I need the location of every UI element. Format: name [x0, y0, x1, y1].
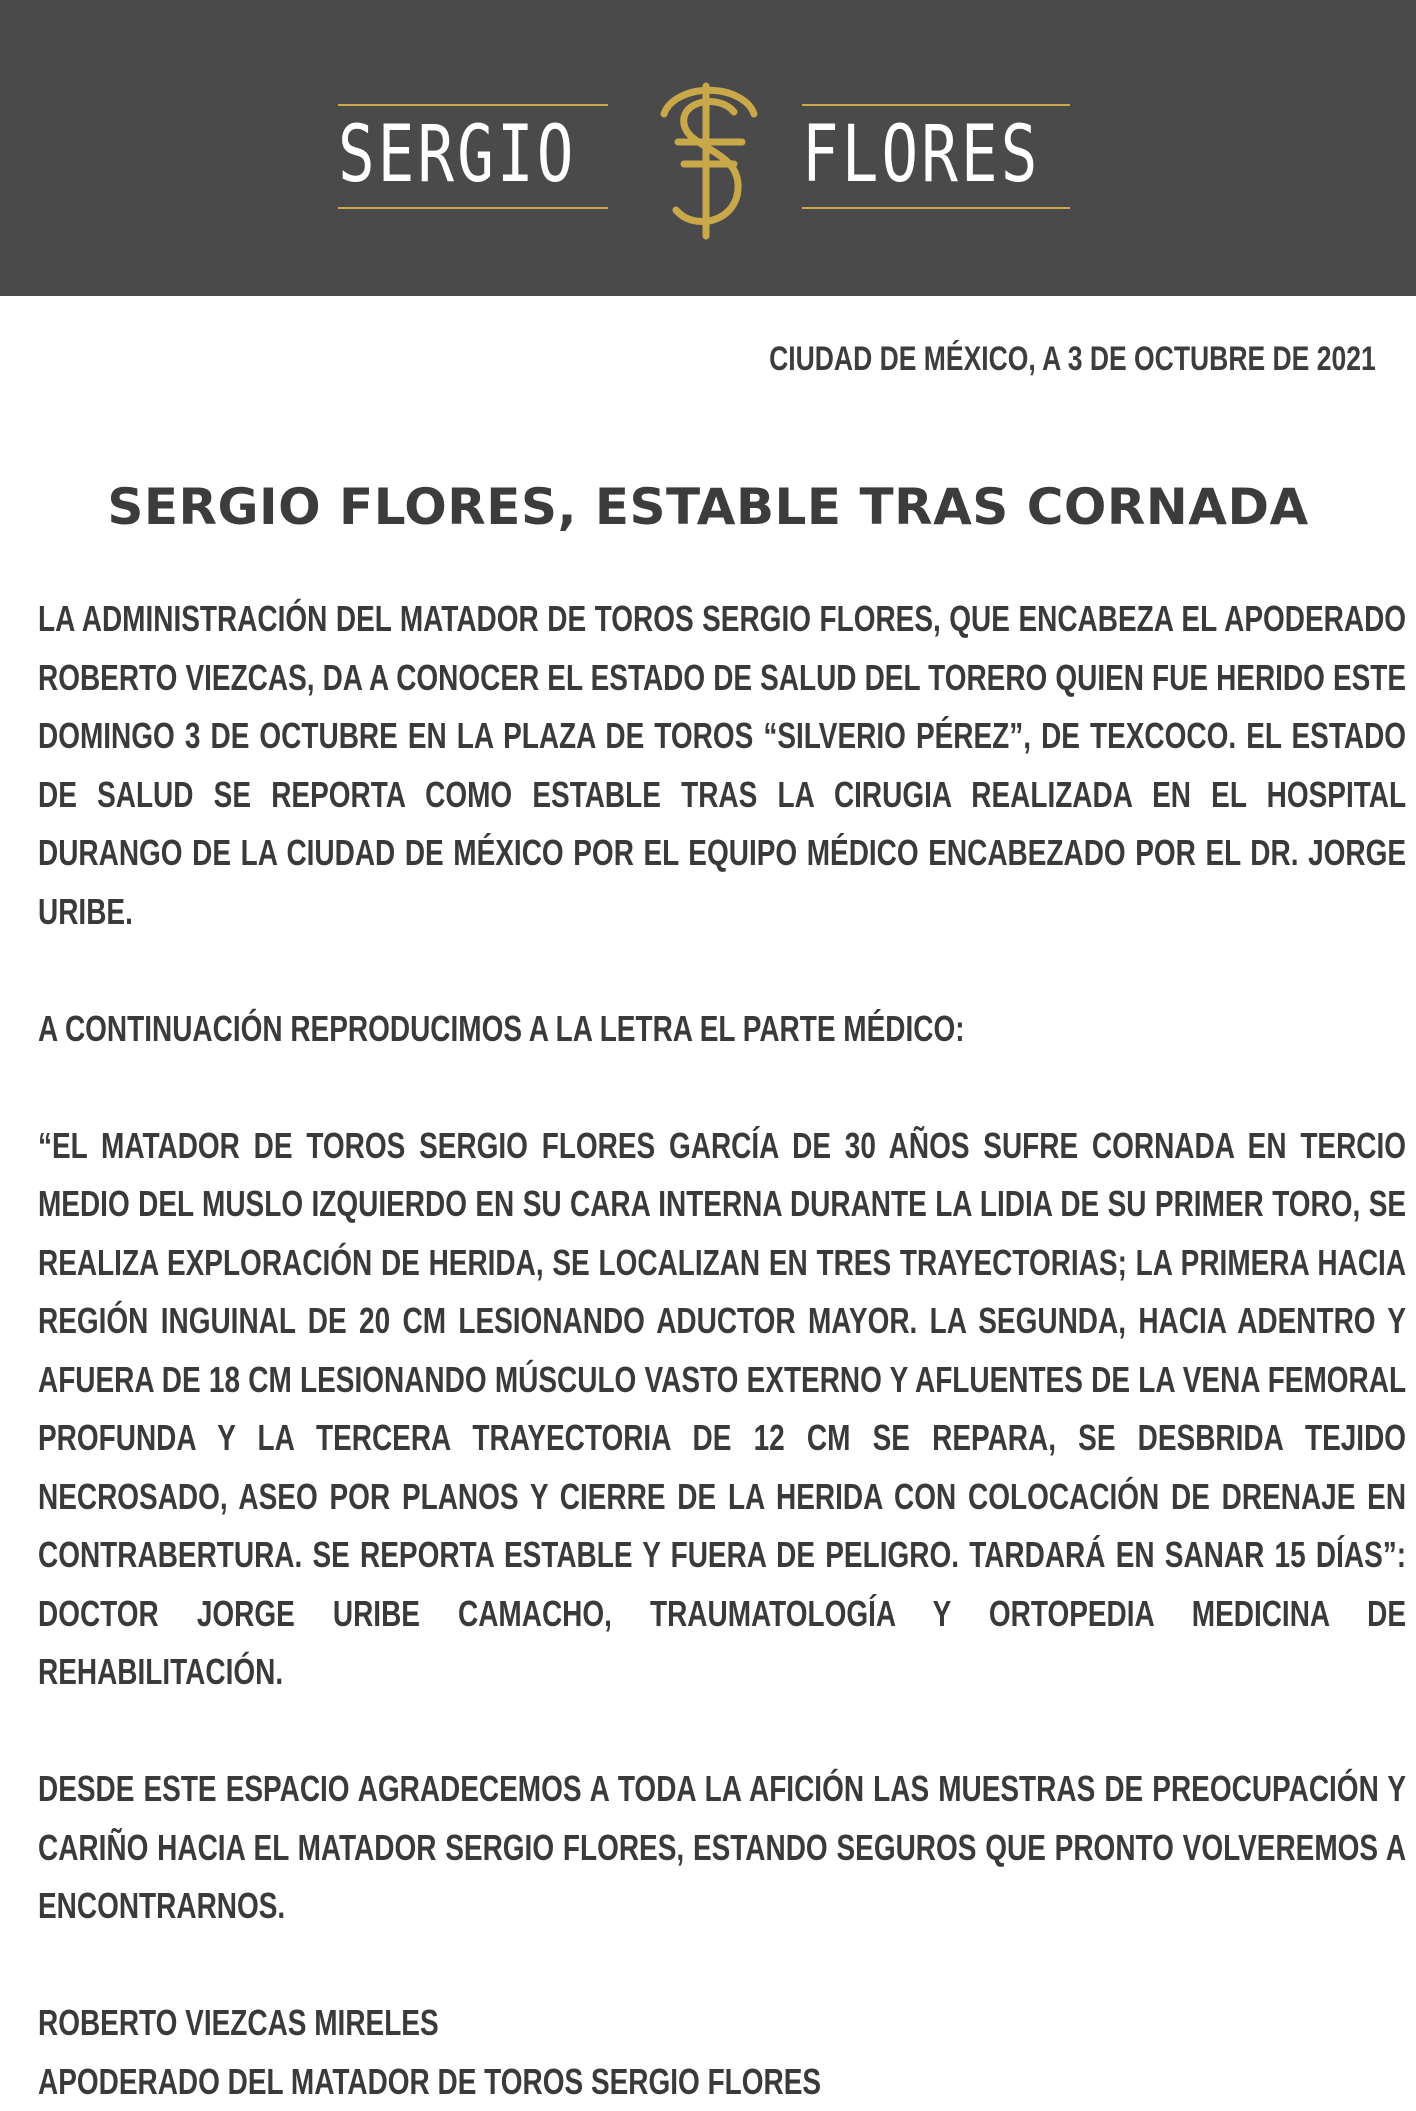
logo-rule-left-bottom [338, 207, 608, 209]
logo-word-sergio: SERGIO [338, 100, 576, 210]
sf-monogram-logo [650, 72, 768, 242]
paragraph-medical-report: “EL MATADOR DE TOROS SERGIO FLORES GARCÍA DE 30 AÑOS SUFRE CORNADA EN TERCIO MEDIO DEL MUSLO IZQUIERDO EN SU CARA INTERNA DURANTE LA LIDIA DE SU PRIMER TORO, SE REALIZA EXPLORACIÓN DE HERIDA, SE LOCALIZAN EN TRES TRAYECTORIAS; LA PRIMERA HACIA REGIÓN INGUINAL DE 20 CM LESIONANDO ADUCTOR MAYOR. LA SEGUNDA, HACIA ADENTRO Y AFUERA DE 18 CM LESIONANDO MÚSCULO VASTO EXTERNO Y AFLUENTES DE LA VENA FEMORAL PROFUNDA Y LA TERCERA TRAYECTORIA DE 12 CM SE REPARA, SE DESBRIDA TEJIDO NECROSADO, ASEO POR PLANOS Y CIERRE DE LA HERIDA CON COLOCACIÓN DE DRENAJE EN CONTRABERTURA. SE REPORTA ESTABLE Y FUERA DE PELIGRO. TARDARÁ EN SANAR 15 DÍAS”: DOCTOR JORGE URIBE CAMACHO, TRAUMATOLOGÍA Y ORTOPEDIA MEDICINA DE REHABILITACIÓN. [38, 1117, 1406, 1702]
press-release-body [38, 590, 1406, 2111]
signature-name: ROBERTO VIEZCAS MIRELES [38, 1994, 1406, 2053]
logo-rule-right-bottom [802, 207, 1070, 209]
paragraph-announcement: LA ADMINISTRACIÓN DEL MATADOR DE TOROS SERGIO FLORES, QUE ENCABEZA EL APODERADO ROBERTO VIEZCAS, DA A CONOCER EL ESTADO DE SALUD DEL TORERO QUIEN FUE HERIDO ESTE DOMINGO 3 DE OCTUBRE EN LA PLAZA DE TOROS “SILVERIO PÉREZ”, DE TEXCOCO. EL ESTADO DE SALUD SE REPORTA COMO ESTABLE TRAS LA CIRUGIA REALIZADA EN EL HOSPITAL DURANGO DE LA CIUDAD DE MÉXICO POR EL EQUIPO MÉDICO ENCABEZADO POR EL DR. JORGE URIBE. [38, 590, 1406, 941]
paragraph-intro-medical: A CONTINUACIÓN REPRODUCIMOS A LA LETRA EL PARTE MÉDICO: [38, 1000, 1406, 1059]
page-title: SERGIO FLORES, ESTABLE TRAS CORNADA [0, 478, 1416, 536]
logo-word-flores: FLORES [802, 100, 1040, 210]
dateline: CIUDAD DE MÉXICO, A 3 DE OCTUBRE DE 2021 [769, 340, 1376, 379]
paragraph-thanks: DESDE ESTE ESPACIO AGRADECEMOS A TODA LA AFICIÓN LAS MUESTRAS DE PREOCUPACIÓN Y CARIÑO HACIA EL MATADOR SERGIO FLORES, ESTANDO SEGUROS QUE PRONTO VOLVEREMOS A ENCONTRARNOS. [38, 1760, 1406, 1936]
signature-title: APODERADO DEL MATADOR DE TOROS SERGIO FLORES [38, 2053, 1406, 2111]
header-banner [0, 0, 1416, 296]
